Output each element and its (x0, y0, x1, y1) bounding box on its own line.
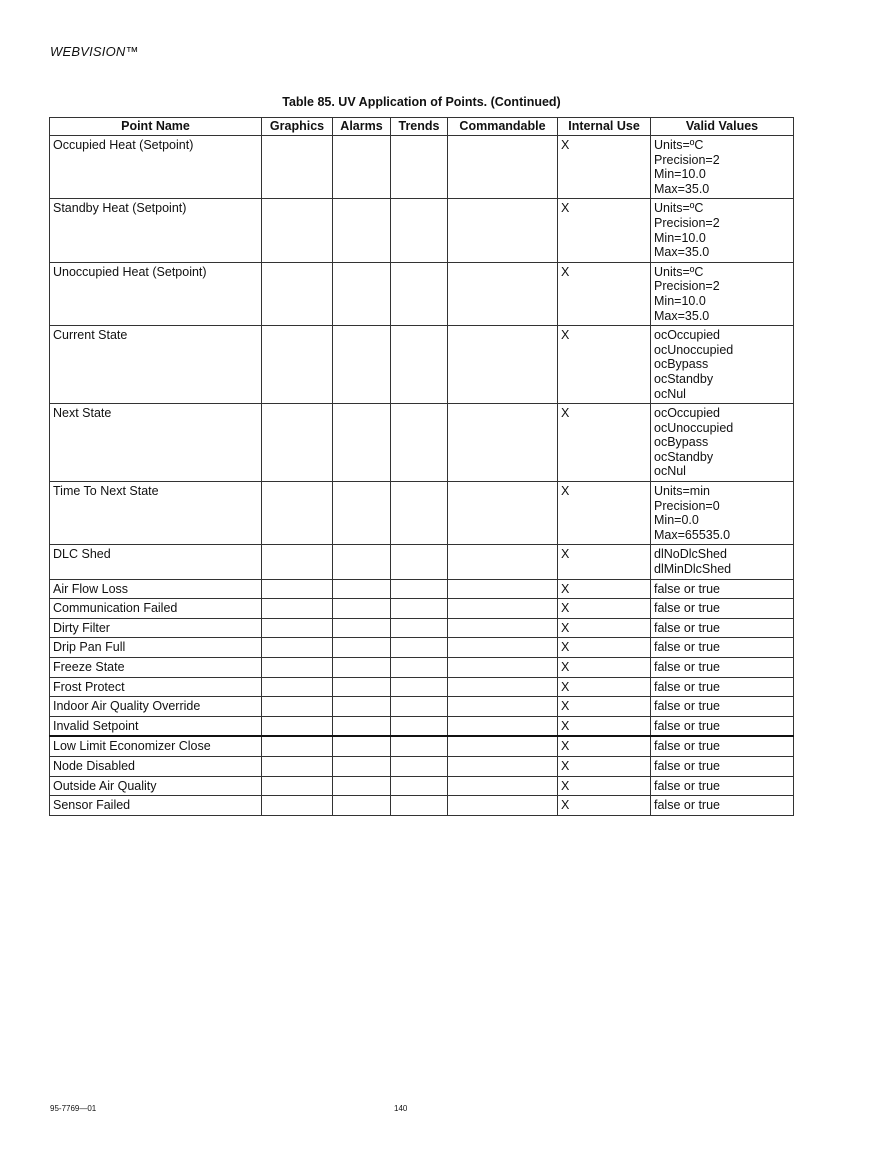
valid-value-line: Min=10.0 (654, 167, 706, 182)
cell-internal-use: X (558, 262, 651, 325)
cell-commandable (448, 658, 558, 678)
valid-value-line: Units=ºC (654, 264, 704, 279)
cell-graphics (262, 776, 333, 796)
cell-alarms (333, 618, 391, 638)
valid-value-line: ocNul (654, 464, 686, 479)
cell-alarms (333, 697, 391, 717)
points-table (49, 117, 794, 816)
valid-value-line: ocOccupied (654, 406, 721, 421)
valid-value-line: false or true (654, 601, 721, 616)
table-row (50, 599, 794, 619)
cell-graphics (262, 579, 333, 599)
cell-graphics (262, 736, 333, 756)
valid-value-line: Precision=2 (654, 279, 720, 294)
valid-value-line: Max=35.0 (654, 181, 710, 196)
cell-alarms (333, 545, 391, 579)
valid-value-line: Precision=2 (654, 215, 720, 230)
cell-trends (391, 136, 448, 199)
cell-graphics (262, 199, 333, 262)
table-body (50, 136, 794, 816)
cell-commandable (448, 599, 558, 619)
valid-value-line: Precision=2 (654, 152, 720, 167)
cell-internal-use: X (558, 658, 651, 678)
valid-value-line: Units=ºC (654, 138, 704, 152)
cell-trends (391, 756, 448, 776)
footer-page-number: 140 (394, 1104, 408, 1113)
valid-value-line: false or true (654, 718, 721, 733)
table-row (50, 545, 794, 579)
cell-commandable (448, 796, 558, 816)
cell-point-name: Next State (50, 404, 262, 482)
cell-trends (391, 579, 448, 599)
valid-value-line: false or true (654, 778, 721, 793)
table-row (50, 638, 794, 658)
cell-internal-use: X (558, 736, 651, 756)
cell-alarms (333, 796, 391, 816)
cell-graphics (262, 697, 333, 717)
valid-value-line: ocUnoccupied (654, 342, 734, 357)
table-row (50, 404, 794, 482)
cell-valid-values (651, 482, 794, 545)
cell-trends (391, 697, 448, 717)
cell-internal-use: X (558, 545, 651, 579)
column-header-commandable: Commandable (448, 118, 558, 136)
cell-trends (391, 599, 448, 619)
cell-trends (391, 638, 448, 658)
valid-value-line: Units=min (654, 484, 710, 499)
cell-point-name: DLC Shed (50, 545, 262, 579)
cell-point-name: Sensor Failed (50, 796, 262, 816)
cell-alarms (333, 736, 391, 756)
valid-value-line: Max=35.0 (654, 308, 710, 323)
cell-trends (391, 262, 448, 325)
cell-valid-values (651, 326, 794, 404)
cell-internal-use: X (558, 482, 651, 545)
cell-internal-use: X (558, 756, 651, 776)
cell-valid-values (651, 756, 794, 776)
cell-alarms (333, 136, 391, 199)
valid-value-line: Min=10.0 (654, 293, 706, 308)
cell-graphics (262, 482, 333, 545)
cell-point-name: Time To Next State (50, 482, 262, 545)
cell-valid-values (651, 796, 794, 816)
table-row (50, 776, 794, 796)
cell-point-name: Low Limit Economizer Close (50, 736, 262, 756)
cell-graphics (262, 545, 333, 579)
cell-point-name: Standby Heat (Setpoint) (50, 199, 262, 262)
cell-valid-values (651, 599, 794, 619)
table-row (50, 796, 794, 816)
cell-trends (391, 199, 448, 262)
column-header-graphics: Graphics (262, 118, 333, 136)
cell-valid-values (651, 716, 794, 736)
valid-value-line: false or true (654, 739, 721, 754)
cell-trends (391, 776, 448, 796)
cell-commandable (448, 638, 558, 658)
cell-graphics (262, 716, 333, 736)
valid-value-line: false or true (654, 640, 721, 655)
valid-value-line: Min=10.0 (654, 230, 706, 245)
table-row (50, 136, 794, 199)
cell-point-name: Drip Pan Full (50, 638, 262, 658)
valid-value-line: ocBypass (654, 357, 709, 372)
cell-alarms (333, 599, 391, 619)
cell-internal-use: X (558, 776, 651, 796)
cell-internal-use: X (558, 579, 651, 599)
valid-value-line: Max=35.0 (654, 245, 710, 260)
cell-internal-use: X (558, 326, 651, 404)
cell-trends (391, 796, 448, 816)
cell-internal-use: X (558, 618, 651, 638)
cell-graphics (262, 599, 333, 619)
column-header-valid-values: Valid Values (651, 118, 794, 136)
cell-point-name: Dirty Filter (50, 618, 262, 638)
cell-commandable (448, 404, 558, 482)
cell-graphics (262, 326, 333, 404)
valid-value-line: dlNoDlcShed (654, 547, 727, 562)
table-row (50, 618, 794, 638)
header-brand: WEBVISION™ (50, 44, 139, 59)
cell-valid-values (651, 136, 794, 199)
cell-valid-values (651, 677, 794, 697)
table-row (50, 482, 794, 545)
valid-value-line: false or true (654, 620, 721, 635)
cell-point-name: Communication Failed (50, 599, 262, 619)
cell-alarms (333, 326, 391, 404)
cell-graphics (262, 136, 333, 199)
table-row (50, 677, 794, 697)
cell-internal-use: X (558, 697, 651, 717)
cell-trends (391, 658, 448, 678)
cell-internal-use: X (558, 199, 651, 262)
valid-value-line: Units=ºC (654, 201, 704, 216)
valid-value-line: Min=0.0 (654, 513, 699, 528)
valid-value-line: ocUnoccupied (654, 420, 734, 435)
cell-valid-values (651, 697, 794, 717)
cell-alarms (333, 199, 391, 262)
cell-commandable (448, 326, 558, 404)
valid-value-line: ocBypass (654, 435, 709, 450)
valid-value-line: ocStandby (654, 449, 714, 464)
cell-valid-values (651, 199, 794, 262)
cell-graphics (262, 404, 333, 482)
valid-value-line: false or true (654, 581, 721, 596)
cell-valid-values (651, 776, 794, 796)
valid-value-line: Max=65535.0 (654, 527, 731, 542)
column-header-alarms: Alarms (333, 118, 391, 136)
cell-alarms (333, 677, 391, 697)
cell-commandable (448, 199, 558, 262)
cell-alarms (333, 776, 391, 796)
cell-commandable (448, 482, 558, 545)
cell-commandable (448, 579, 558, 599)
cell-internal-use: X (558, 136, 651, 199)
cell-point-name: Unoccupied Heat (Setpoint) (50, 262, 262, 325)
cell-commandable (448, 716, 558, 736)
cell-graphics (262, 638, 333, 658)
cell-alarms (333, 579, 391, 599)
valid-value-line: false or true (654, 660, 721, 674)
cell-valid-values (651, 404, 794, 482)
cell-alarms (333, 262, 391, 325)
table-row (50, 736, 794, 756)
table-row (50, 756, 794, 776)
table-row (50, 326, 794, 404)
cell-point-name: Current State (50, 326, 262, 404)
cell-point-name: Indoor Air Quality Override (50, 697, 262, 717)
table-row (50, 262, 794, 325)
cell-trends (391, 716, 448, 736)
valid-value-line: false or true (654, 758, 721, 773)
cell-point-name: Freeze State (50, 658, 262, 678)
cell-commandable (448, 776, 558, 796)
cell-commandable (448, 136, 558, 199)
cell-commandable (448, 697, 558, 717)
cell-point-name: Frost Protect (50, 677, 262, 697)
column-header-trends: Trends (391, 118, 448, 136)
column-header-point-name: Point Name (50, 118, 262, 136)
cell-alarms (333, 756, 391, 776)
valid-value-line: ocNul (654, 386, 686, 401)
footer-doc-number: 95-7769—01 (50, 1104, 97, 1113)
cell-trends (391, 545, 448, 579)
cell-alarms (333, 658, 391, 678)
cell-graphics (262, 677, 333, 697)
cell-commandable (448, 618, 558, 638)
cell-internal-use: X (558, 677, 651, 697)
cell-internal-use: X (558, 404, 651, 482)
cell-commandable (448, 756, 558, 776)
cell-valid-values (651, 658, 794, 678)
cell-point-name: Invalid Setpoint (50, 716, 262, 736)
cell-alarms (333, 716, 391, 736)
cell-valid-values (651, 262, 794, 325)
cell-alarms (333, 482, 391, 545)
cell-valid-values (651, 736, 794, 756)
table-caption: Table 85. UV Application of Points. (Continued) (282, 95, 561, 109)
valid-value-line: dlMinDlcShed (654, 562, 732, 577)
cell-internal-use: X (558, 796, 651, 816)
cell-valid-values (651, 638, 794, 658)
cell-commandable (448, 262, 558, 325)
valid-value-line: Precision=0 (654, 498, 720, 513)
cell-graphics (262, 756, 333, 776)
cell-commandable (448, 736, 558, 756)
valid-value-line: false or true (654, 798, 721, 813)
cell-valid-values (651, 579, 794, 599)
table-row (50, 658, 794, 678)
table-row (50, 697, 794, 717)
cell-point-name: Air Flow Loss (50, 579, 262, 599)
valid-value-line: ocOccupied (654, 328, 721, 343)
cell-alarms (333, 404, 391, 482)
cell-trends (391, 736, 448, 756)
cell-commandable (448, 545, 558, 579)
cell-valid-values (651, 545, 794, 579)
cell-graphics (262, 262, 333, 325)
cell-trends (391, 482, 448, 545)
valid-value-line: ocStandby (654, 371, 714, 386)
cell-internal-use: X (558, 599, 651, 619)
cell-commandable (448, 677, 558, 697)
cell-graphics (262, 796, 333, 816)
table-row (50, 579, 794, 599)
column-header-internal-use: Internal Use (558, 118, 651, 136)
cell-trends (391, 326, 448, 404)
valid-value-line: false or true (654, 699, 721, 714)
cell-point-name: Outside Air Quality (50, 776, 262, 796)
cell-internal-use: X (558, 638, 651, 658)
table-row (50, 199, 794, 262)
table-header-row (50, 118, 794, 136)
cell-trends (391, 618, 448, 638)
cell-valid-values (651, 618, 794, 638)
cell-internal-use: X (558, 716, 651, 736)
cell-graphics (262, 618, 333, 638)
cell-point-name: Occupied Heat (Setpoint) (50, 136, 262, 199)
cell-point-name: Node Disabled (50, 756, 262, 776)
cell-trends (391, 677, 448, 697)
cell-alarms (333, 638, 391, 658)
cell-trends (391, 404, 448, 482)
valid-value-line: false or true (654, 679, 721, 694)
cell-graphics (262, 658, 333, 678)
table-row (50, 716, 794, 736)
